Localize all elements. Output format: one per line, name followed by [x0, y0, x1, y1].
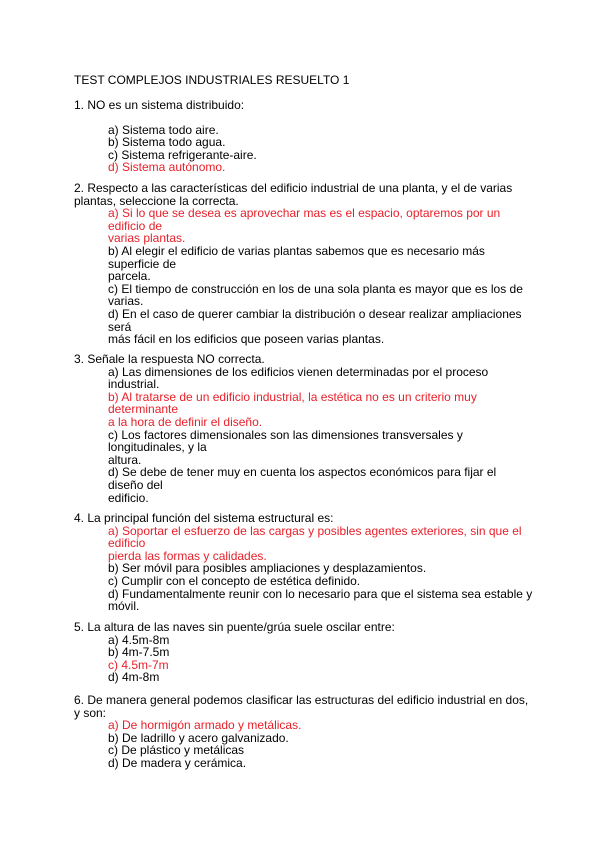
question-stem: 1. NO es un sistema distribuido:: [74, 98, 245, 112]
question-6: [74, 694, 534, 770]
question-3: [74, 353, 534, 504]
question-stem: 2. Respecto a las características del edificio industrial de una planta, y el de varias plantas, seleccione la correcta.: [74, 181, 513, 208]
option-a: a) 4.5m-8m: [108, 632, 170, 647]
option-b: b) Al elegir el edificio de varias plantas sabemos que es necesario más superficie de parcela.: [108, 243, 485, 284]
option-b: b) 4m-7.5m: [108, 645, 170, 660]
option-a-correct: a) Si lo que se desea es aprovechar mas es el espacio, optaremos por un edificio de varias plantas.: [108, 206, 501, 246]
question-5: [74, 621, 534, 684]
question-stem: 6. De manera general podemos clasificar las estructuras del edificio industrial en dos, y son:: [74, 693, 529, 720]
option-b: b) Ser móvil para posibles ampliaciones y desplazamientos.: [108, 561, 427, 576]
option-c: c) De plástico y metálicas: [108, 743, 245, 758]
question-4: [74, 512, 534, 613]
option-a: a) Sistema todo aire.: [108, 122, 219, 137]
option-d: d) Fundamentalmente reunir con lo necesario para que el sistema sea estable y móvil.: [108, 586, 533, 614]
question-stem: 5. La altura de las naves sin puente/grúa suele oscilar entre:: [74, 620, 395, 634]
option-b: b) Sistema todo agua.: [108, 135, 226, 150]
question-1: [74, 99, 534, 174]
question-2: [74, 182, 534, 346]
option-c-correct: c) 4.5m-7m: [108, 657, 169, 672]
option-d: d) En el caso de querer cambiar la distribución o desear realizar ampliaciones será más fácil en los edificios que poseen varias plantas.: [108, 306, 522, 347]
option-a-correct: a) De hormigón armado y metálicas.: [108, 718, 302, 733]
question-stem: 3. Señale la respuesta NO correcta.: [74, 352, 265, 366]
option-d-correct: d) Sistema autónomo.: [108, 160, 226, 175]
option-d: d) De madera y cerámica.: [108, 755, 247, 770]
document-title: TEST COMPLEJOS INDUSTRIALES RESUELTO 1: [74, 73, 350, 87]
option-c: c) Cumplir con el concepto de estética definido.: [108, 573, 361, 588]
option-c: c) El tiempo de construcción en los de una sola planta es mayor que es los de varias.: [108, 281, 523, 309]
option-c: c) Sistema refrigerante-aire.: [108, 147, 257, 162]
option-a: a) Las dimensiones de los edificios vienen determinadas por el proceso industrial.: [108, 364, 489, 392]
option-d: d) 4m-8m: [108, 670, 160, 685]
option-a-correct: a) Soportar el esfuerzo de las cargas y posibles agentes exteriores, sin que el edificio pierda las formas y calidades.: [108, 523, 522, 563]
option-d: d) Se debe de tener muy en cuenta los aspectos económicos para fijar el diseño del edificio.: [108, 465, 497, 505]
option-c: c) Los factores dimensionales son las dimensiones transversales y longitudinales, y la altura.: [108, 427, 463, 467]
option-b: b) De ladrillo y acero galvanizado.: [108, 730, 289, 745]
question-stem: 4. La principal función del sistema estructural es:: [74, 511, 334, 525]
option-b-correct: b) Al tratarse de un edificio industrial, la estética no es un criterio muy determinante a la hora de definir el diseño.: [108, 389, 477, 429]
